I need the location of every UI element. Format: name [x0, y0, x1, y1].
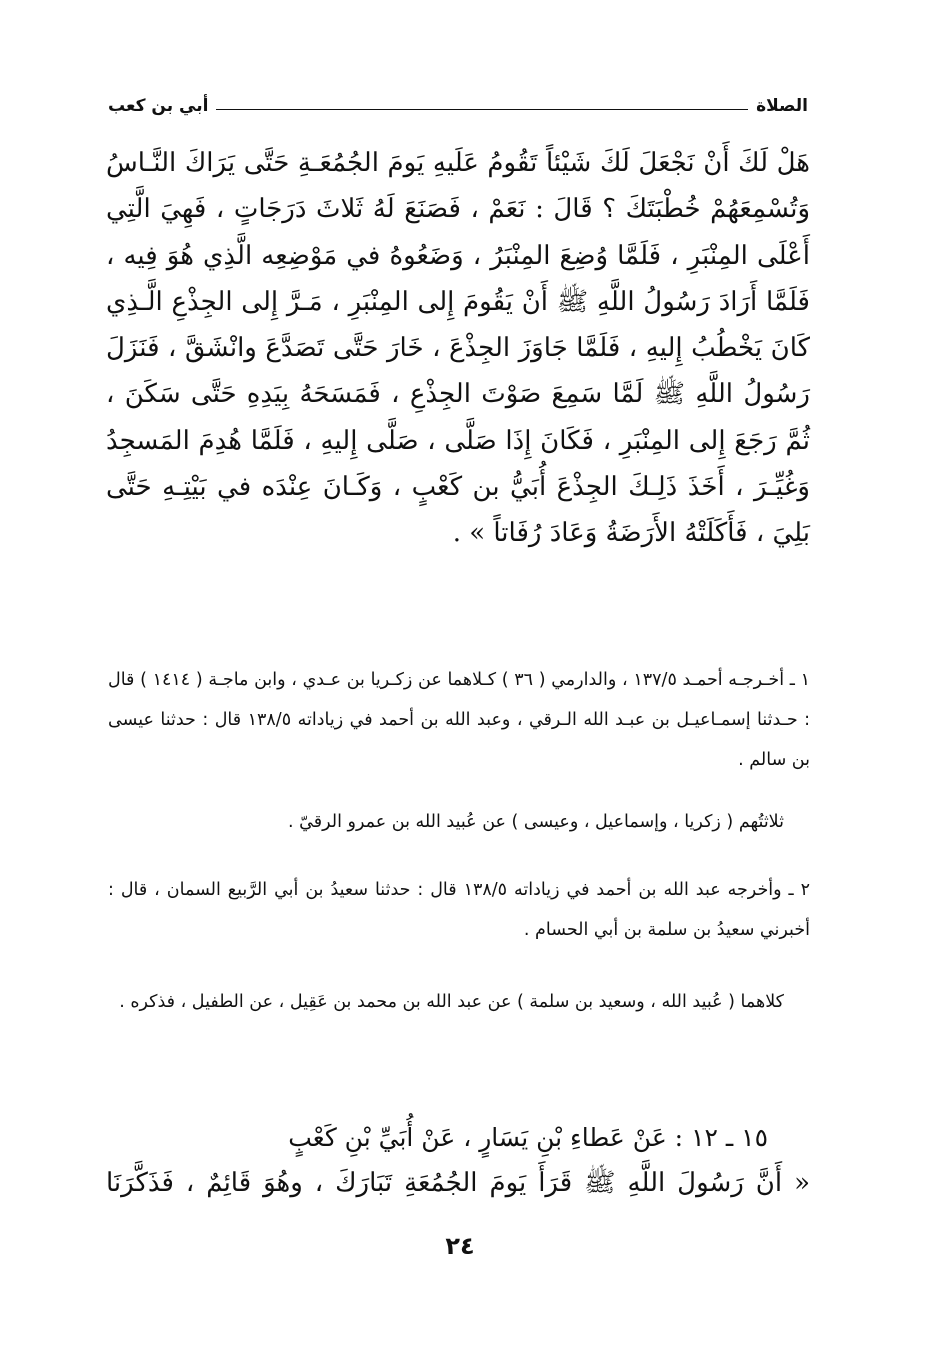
hadith-body-text: هَلْ لَكَ أَنْ نَجْعَلَ لَكَ شَيْئاً تَقُومُ عَلَيهِ يَومَ الجُمُعَـةِ حَتَّى يَرَاكَ النَّـاسُ وَتُسْمِعَهُمْ خُطْبَتَكَ ؟ قَالَ : نَعَمْ ، فَصَنَعَ لَهُ ثَلاثَ دَرَجَاتٍ ، فَهِيَ الَّتِي أَعْلَى المِنْبَرِ ، فَلَمَّا وُضِعَ المِنْبَرُ ، وَضَعُوهُ في مَوْضِعِه الَّذِي هُوَ فِيه ، فَلَمَّا أَرَادَ رَسُولُ اللَّهِ ﷺ أَنْ يَقُومَ إِلى المِنْبَرِ ، مَـرَّ إِلى الجِذْعِ الَّـذِي كَانَ يَخْطُبُ إِليهِ ، فَلَمَّا جَاوَزَ الجِذْعَ ، خَارَ حَتَّى تَصَدَّعَ وانْشَقَّ ، فَنَزَلَ رَسُولُ اللَّهِ ﷺ لَمَّا سَمِعَ صَوْتَ الجِذْعِ ، فَمَسَحَهُ بِيَدِهِ حَتَّى سَكَنَ ، ثُمَّ رَجَعَ إِلى المِنْبَرِ ، فَكَانَ إِذَا صَلَّى ، صَلَّى إِليهِ ، فَلَمَّا هُدِمَ المَسجِدُ وَغُيِّـرَ ، أَخَذَ ذَلِـكَ الجِذْعَ أُبَيُّ بن كَعْبٍ ، وَكَـانَ عِنْدَه في بَيْتِـهِ حَتَّى بَلِيَ ، فَأَكَلَتْهُ الأَرَضَةُ وَعَادَ رُفَاتاً » . [106, 148, 810, 549]
header-rule [216, 109, 748, 110]
footnote-2-continuation: كلاهما ( عُبيد الله ، وسعيد بن سلمة ) عن عبد الله بن محمد بن عَقِيل ، عن الطفيل ، فذكره . [119, 992, 784, 1012]
hadith-text: « أَنَّ رَسُولَ اللَّهِ ﷺ قَرَأَ يَومَ الجُمُعَةِ تَبَارَكَ ، وهُوَ قَائِمٌ ، فَذَكَّرَنَا [106, 1168, 810, 1198]
footnote-1: ١ ـ أخـرجـه أحمـد ١٣٧/٥ ، والدارمي ( ٣٦ ) كـلاهما عن زكـريا بن عـدي ، وابن ماجـة ( ١٤١٤ ) قال : حـدثنا إسمـاعيـل بن عبـد الله الـرقي ، وعبد الله بن أحمد في زياداته ١٣٨/٥ قال : حدثنا عيسى بن سالم . [108, 670, 811, 770]
header-section: أبي بن كعب [108, 96, 209, 116]
hadith-heading: ١٥ ـ ١٢ : عَنْ عَطاءِ بْنِ يَسَارٍ ، عَنْ أُبَيِّ بْنِ كَعْبٍ [288, 1123, 768, 1152]
page-number: ٢٤ [445, 1232, 475, 1260]
running-header [108, 92, 808, 120]
header-chapter: الصلاة [756, 96, 808, 116]
footnote-2: ٢ ـ وأخرجه عبد الله بن أحمد في زياداته ١٣٨/٥ قال : حدثنا سعيدُ بن أبي الرَّبيع السمان ، قال : أخبرني سعيدُ بن سلمة بن أبي الحسام . [108, 880, 810, 940]
footnote-1-continuation: ثلاثتُهم ( زكريا ، وإسماعيل ، وعيسى ) عن عُبيد الله بن عمرو الرقيّ . [288, 812, 784, 832]
